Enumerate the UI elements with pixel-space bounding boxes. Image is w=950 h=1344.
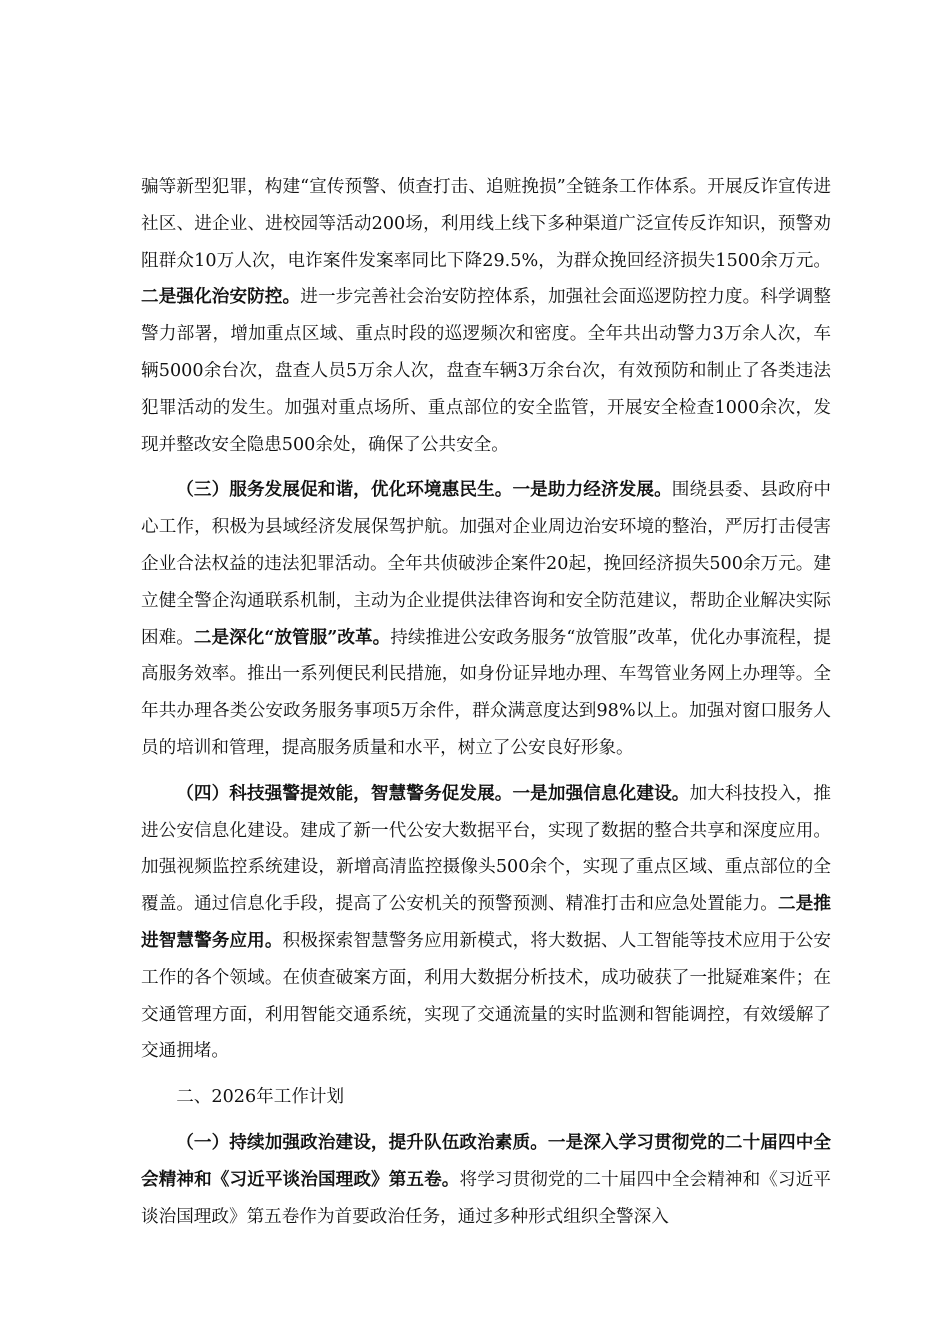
bold-subheading: 二是深化“放管服”改革。 [193, 626, 391, 648]
paragraph-anti-fraud-and-security [141, 169, 831, 463]
section-heading: （一）持续加强政治建设，提升队伍政治素质。一是深入学习贯彻党的二十届四中全会精神和《习近平谈治国理政》第五卷。 [141, 1131, 831, 1190]
document-body [141, 169, 831, 1244]
bold-subheading: 二是强化治安防控。 [141, 286, 301, 308]
paragraph-text: 积极探索智慧警务应用新模式，将大数据、人工智能等技术应用于公安工作的各个领域。在侦查破案方面，利用大数据分析技术，成功破获了一批疑难案件；在交通管理方面，利用智能交通系统，实现了交通流量的实时监测和智能调控，有效缓解了交通拥堵。 [141, 930, 831, 1062]
paragraph-section-3 [141, 472, 831, 766]
paragraph-text: 持续推进公安政务服务“放管服”改革，优化办事流程，提高服务效率。推出一系列便民利民措施，如身份证异地办理、车驾管业务网上办理等。全年共办理各类公安政务服务事项5万余件，群众满意度达到98%以上。加强对窗口服务人员的培训和管理，提高服务质量和水平，树立了公安良好形象。 [141, 627, 831, 758]
paragraph-plan-section-1 [141, 1125, 831, 1235]
paragraph-text: 进一步完善社会治安防控体系，加强社会面巡逻防控力度。科学调整警力部署，增加重点区域、重点时段的巡逻频次和密度。全年共出动警力3万余人次，车辆5000余台次，盘查人员5万余人次，盘查车辆3万余台次，有效预防和制止了各类违法犯罪活动的发生。加强对重点场所、重点部位的安全监管，开展安全检查1000余次，发现并整改安全隐患500余处，确保了公共安全。 [141, 287, 831, 455]
section-heading: （四）科技强警提效能，智慧警务促发展。一是加强信息化建设。 [176, 782, 690, 804]
bold-subheading: 二是推进智慧警务应用。 [141, 893, 831, 951]
paragraph-text: 围绕县委、县政府中心工作，积极为县域经济发展保驾护航。加强对企业周边治安环境的整治，严厉打击侵害企业合法权益的违法犯罪活动。全年共侦破涉企案件20起，挽回经济损失500余万元。建立健全警企沟通联系机制，主动为企业提供法律咨询和安全防范建议，帮助企业解决实际困难。 [141, 480, 831, 648]
paragraph-section-4 [141, 776, 831, 1070]
section-heading: （三）服务发展促和谐，优化环境惠民生。一是助力经济发展。 [176, 479, 672, 501]
paragraph-text: 加大科技投入，推进公安信息化建设。建成了新一代公安大数据平台，实现了数据的整合共享和深度应用。加强视频监控系统建设，新增高清监控摄像头500余个，实现了重点区域、重点部位的全覆盖。通过信息化手段，提高了公安机关的预警预测、精准打击和应急处置能力。 [141, 783, 831, 915]
chapter-heading-text: 二、2026年工作计划 [176, 1087, 345, 1108]
chapter-heading-2026-plan [141, 1079, 831, 1116]
paragraph-text: 骗等新型犯罪，构建“宣传预警、侦查打击、追赃挽损”全链条工作体系。开展反诈宣传进社区、进企业、进校园等活动200场，利用线上线下多种渠道广泛宣传反诈知识，预警劝阻群众10万人次，电诈案件发案率同比下降29.5%，为群众挽回经济损失1500余万元。 [141, 177, 831, 271]
paragraph-text: 将学习贯彻党的二十届四中全会精神和《习近平谈治国理政》第五卷作为首要政治任务，通过多种形式组织全警深入 [141, 1169, 831, 1227]
